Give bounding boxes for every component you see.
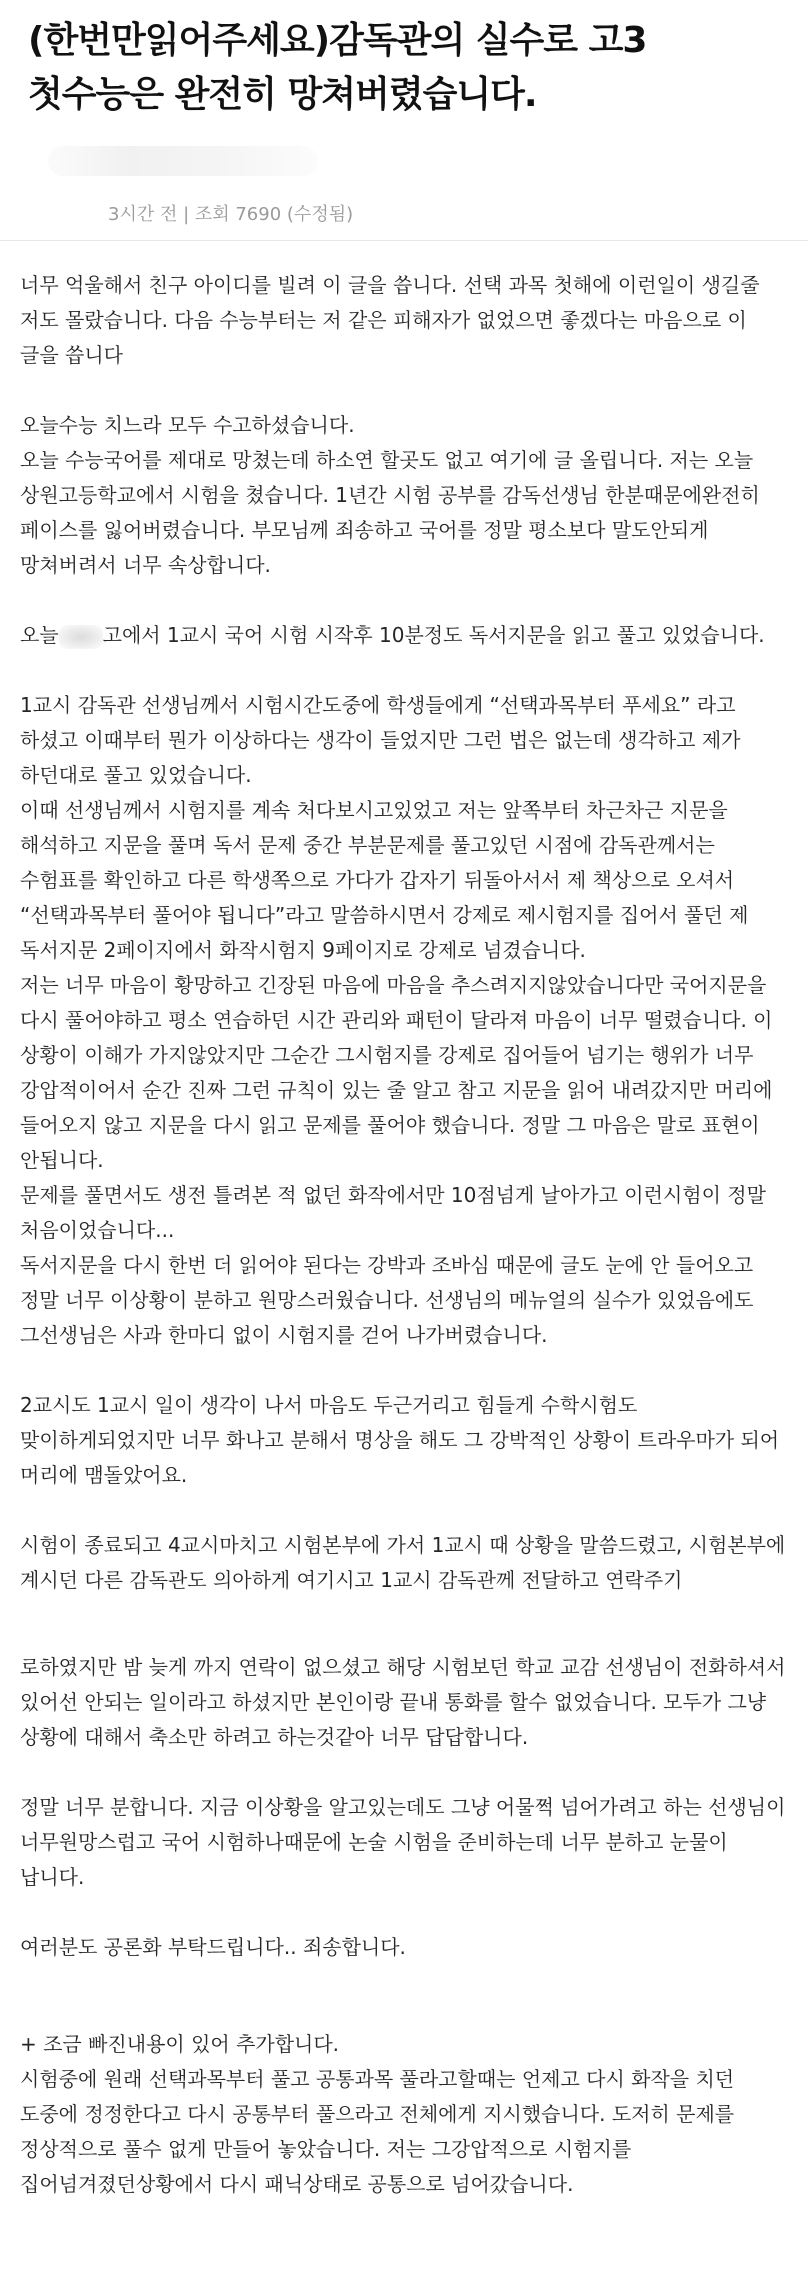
paragraph-report: 시험이 종료되고 4교시마치고 시험본부에 가서 1교시 때 상황을 말씀드렸고, 시험본부에 계시던 다른 감독관도 의아하게 여기시고 1교시 감독관께 전달하고 연락주기 bbox=[20, 1533, 786, 1592]
paragraph-greeting: 오늘수능 치느라 모두 수고하셨습니다. bbox=[20, 413, 355, 437]
edited-label: (수정됨) bbox=[286, 204, 354, 225]
paragraph-incident-start: 1교시 감독관 선생님께서 시험시간도중에 학생들에게 “선택과목부터 푸세요” 라고 하셨고 이때부터 뭔가 이상하다는 생각이 들었지만 그런 법은 없는데 생각하고 제가 하던대로 풀고 있었습니다. bbox=[20, 693, 741, 787]
paragraph-reread: 독서지문을 다시 한번 더 읽어야 된다는 강박과 조바심 때문에 글도 눈에 안 들어오고 정말 너무 이상황이 분하고 원망스러웠습니다. 선생님의 메뉴얼의 실수가 있었음에도 그선생님은 사과 한마디 없이 시험지를 걷어 나가버렸습니다. bbox=[20, 1253, 754, 1347]
school-name-redacted bbox=[59, 625, 103, 649]
school-rest: 고에서 1교시 국어 시험 시작후 10분정도 독서지문을 읽고 풀고 있었습니다. bbox=[102, 623, 765, 647]
paragraph-school bbox=[20, 618, 790, 653]
meta-separator: | bbox=[177, 204, 195, 225]
paragraph-request: 여러분도 공론화 부탁드립니다.. 죄송합니다. bbox=[20, 1935, 406, 1959]
divider bbox=[0, 240, 808, 241]
author-name-redacted bbox=[48, 146, 318, 176]
post-time: 3시간 전 bbox=[108, 204, 178, 225]
paragraph-second-period: 2교시도 1교시 일이 생각이 나서 마음도 두근거리고 힘들게 수학시험도 맞이하게되었지만 너무 화나고 분해서 명상을 해도 그 강박적인 상황이 트라우마가 되어 머리에 맴돌았어요. bbox=[20, 1393, 780, 1487]
paragraph-intro: 너무 억울해서 친구 아이디를 빌려 이 글을 씁니다. 선택 과목 첫해에 이런일이 생길줄 저도 몰랐습니다. 다음 수능부터는 저 같은 피해자가 없었으면 좋겠다는 마음으로 이 글을 씁니다 bbox=[20, 273, 760, 367]
post-body bbox=[20, 268, 790, 2202]
post-title: (한번만읽어주세요)감독관의 실수로 고3 첫수능은 완전히 망쳐버렸습니다. bbox=[28, 20, 647, 115]
paragraph-result: 문제를 풀면서도 생전 틀려본 적 없던 화작에서만 10점넘게 날아가고 이런시험이 정말 처음이었습니다... bbox=[20, 1183, 766, 1242]
paragraph-incident-detail: 이때 선생님께서 시험지를 계속 처다보시고있었고 저는 앞쪽부터 차근차근 지문을 해석하고 지문을 풀며 독서 문제 중간 부분문제를 풀고있던 시점에 감독관께서는 수험표를 확인하고 다른 학생쪽으로 가다가 갑자기 뒤돌아서서 제 책상으로 오셔서 “선택과목부터 풀어야 됩니다”라고 말씀하시면서 강제로 제시험지를 집어서 풀던 제 독서지문 2페이지에서 화작시험지 9페이지로 강제로 넘겼습니다. bbox=[20, 798, 749, 962]
view-count: 조회 7690 bbox=[194, 204, 282, 225]
school-prefix: 오늘 bbox=[20, 623, 59, 647]
paragraph-context: 오늘 수능국어를 제대로 망쳤는데 하소연 할곳도 없고 여기에 글 올립니다. 저는 오늘 상원고등학교에서 시험을 쳤습니다. 1년간 시험 공부를 감독선생님 한분때문에완전히 페이스를 잃어버렸습니다. 부모님께 죄송하고 국어를 정말 평소보다 말도안되게 망쳐버려서 너무 속상합니다. bbox=[20, 448, 760, 577]
paragraph-frustration: 정말 너무 분합니다. 지금 이상황을 알고있는데도 그냥 어물쩍 넘어가려고 하는 선생님이 너무원망스럽고 국어 시험하나때문에 논술 시험을 준비하는데 너무 분하고 눈물이 납니다. bbox=[20, 1795, 786, 1889]
paragraph-addendum-title: + 조금 빠진내용이 있어 추가합니다. bbox=[20, 2032, 340, 2056]
paragraph-feelings: 저는 너무 마음이 황망하고 긴장된 마음에 마음을 추스려지지않았습니다만 국어지문을 다시 풀어야하고 평소 연습하던 시간 관리와 패턴이 달라져 마음이 너무 떨렸습니다. 이 상황이 이해가 가지않았지만 그순간 그시험지를 강제로 집어들어 넘기는 행위가 너무 강압적이어서 순간 진짜 그런 규칙이 있는 줄 알고 참고 지문을 읽어 내려갔지만 머리에 들어오지 않고 지문을 다시 읽고 문제를 풀어야 했습니다. 정말 그 마음은 말로 표현이 안됩니다. bbox=[20, 973, 773, 1172]
paragraph-addendum: 시험중에 원래 선택과목부터 풀고 공통과목 풀라고할때는 언제고 다시 화작을 치던 도중에 정정한다고 다시 공통부터 풀으라고 전체에게 지시했습니다. 도저히 문제를 정상적으로 풀수 없게 만들어 놓았습니다. 저는 그강압적으로 시험지를 집어넘겨졌던상황에서 다시 패닉상태로 공통으로 넘어갔습니다. bbox=[20, 2067, 735, 2196]
paragraph-followup: 로하였지만 밤 늦게 까지 연락이 없으셨고 해당 시험보던 학교 교감 선생님이 전화하셔서 있어선 안되는 일이라고 하셨지만 본인이랑 끝내 통화를 할수 없었습니다. 모두가 그냥 상황에 대해서 축소만 하려고 하는것같아 너무 답답합니다. bbox=[20, 1655, 786, 1749]
post-meta bbox=[108, 200, 353, 226]
